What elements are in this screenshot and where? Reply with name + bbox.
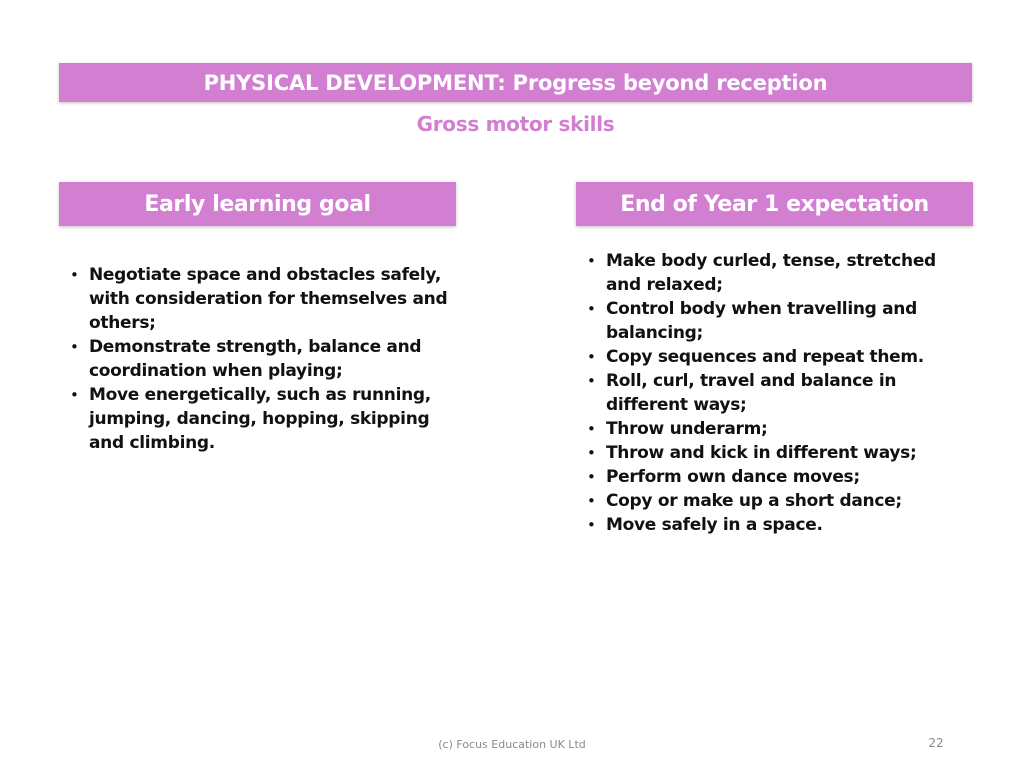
list-item: • Negotiate space and obstacles safely, with consideration for themselves and others;: [69, 263, 449, 335]
list-item: • Demonstrate strength, balance and coordination when playing;: [69, 335, 449, 383]
early-learning-goal-header-label: Early learning goal: [144, 191, 371, 217]
list-item: • Perform own dance moves;: [586, 465, 966, 489]
list-item: • Control body when travelling and balancing;: [586, 297, 966, 345]
list-item: • Throw underarm;: [586, 417, 966, 441]
list-item: • Copy sequences and repeat them.: [586, 345, 966, 369]
early-learning-goal-header: [59, 182, 456, 226]
slide-title: PHYSICAL DEVELOPMENT: Progress beyond reception: [203, 70, 828, 95]
end-of-year-1-expectation-header: [576, 182, 973, 226]
end-of-year-1-expectation-list: [586, 249, 966, 537]
early-learning-goal-list: [69, 263, 449, 455]
list-item: • Make body curled, tense, stretched and relaxed;: [586, 249, 966, 297]
title-banner: [59, 63, 972, 102]
end-of-year-1-expectation-header-label: End of Year 1 expectation: [620, 191, 929, 217]
list-item: • Move energetically, such as running, jumping, dancing, hopping, skipping and climbing.: [69, 383, 449, 455]
list-item: • Copy or make up a short dance;: [586, 489, 966, 513]
page-number: 22: [928, 736, 944, 750]
slide-subtitle: Gross motor skills: [416, 112, 615, 136]
list-item: • Move safely in a space.: [586, 513, 966, 537]
list-item: • Throw and kick in different ways;: [586, 441, 966, 465]
list-item: • Roll, curl, travel and balance in different ways;: [586, 369, 966, 417]
copyright-footer: (c) Focus Education UK Ltd: [438, 738, 586, 751]
